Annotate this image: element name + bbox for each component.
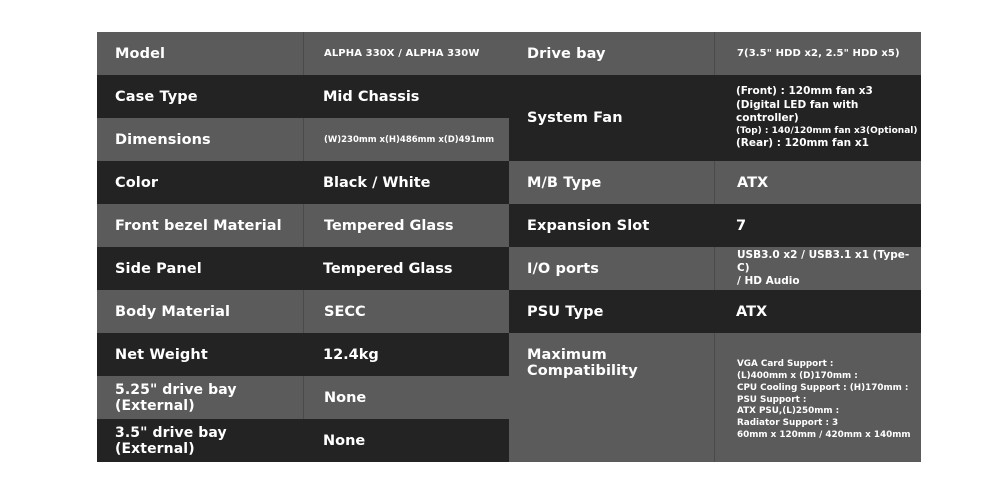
spec-value [714, 333, 921, 462]
spec-label: Net Weight [115, 346, 208, 363]
spec-label: Color [115, 174, 159, 191]
spec-value: ALPHA 330X / ALPHA 330W [303, 32, 509, 75]
spec-row-max-compat [509, 333, 921, 462]
spec-label: Drive bay [527, 45, 606, 62]
spec-table [97, 32, 921, 462]
spec-value-line: (Front) : 120mm fan x3 [736, 84, 873, 97]
spec-row-mb-type [509, 161, 921, 204]
spec-row-system-fan [509, 75, 921, 161]
spec-label: Side Panel [115, 260, 202, 277]
spec-value-line: PSU Support : [737, 394, 807, 405]
spec-value-line: (Digital LED fan with controller) [736, 98, 859, 125]
spec-value: ATX [736, 303, 768, 320]
spec-value-line: 60mm x 120mm / 420mm x 140mm [737, 430, 911, 441]
spec-label: Body Material [115, 303, 231, 320]
spec-value: Mid Chassis [323, 88, 420, 105]
spec-label: Model [115, 45, 166, 62]
spec-value-line: ATX PSU,(L)250mm : [737, 406, 840, 417]
spec-value-line: VGA Card Support : [737, 358, 834, 369]
spec-column-left [97, 32, 509, 462]
spec-row-525-bay [97, 376, 509, 419]
spec-label: 5.25" drive bay (External) [115, 381, 237, 414]
spec-label: Expansion Slot [527, 217, 650, 234]
spec-value-line: CPU Cooling Support : (H)170mm : [737, 382, 909, 393]
spec-row-side-panel [97, 247, 509, 290]
spec-value: 7 [736, 217, 747, 234]
spec-label: System Fan [527, 110, 623, 126]
spec-value [714, 75, 921, 161]
spec-value: (W)230mm x(H)486mm x(D)491mm [303, 118, 509, 161]
spec-value: SECC [303, 290, 509, 333]
spec-value-line: / HD Audio [737, 275, 800, 288]
spec-row-psu-type [509, 290, 921, 333]
spec-value-line: (Top) : 140/120mm fan x3(Optional) [736, 125, 918, 136]
spec-row-io-ports [509, 247, 921, 290]
spec-label: Dimensions [115, 131, 211, 148]
spec-label: 3.5" drive bay (External) [115, 424, 227, 457]
spec-value: None [303, 376, 509, 419]
spec-value: 7(3.5" HDD x2, 2.5" HDD x5) [714, 32, 921, 75]
spec-value-line: (Rear) : 120mm fan x1 [736, 137, 869, 150]
spec-value: ATX [714, 161, 921, 204]
spec-value: None [323, 432, 366, 449]
spec-label: Maximum Compatibility [527, 347, 638, 379]
spec-row-case-type [97, 75, 509, 118]
spec-value: 12.4kg [323, 346, 379, 363]
spec-value: Black / White [323, 174, 431, 191]
spec-row-dimensions [97, 118, 509, 161]
spec-row-35-bay [97, 419, 509, 462]
spec-value [714, 247, 921, 290]
spec-row-net-weight [97, 333, 509, 376]
spec-column-right [509, 32, 921, 462]
spec-row-body-material [97, 290, 509, 333]
spec-label: M/B Type [527, 174, 602, 191]
spec-label: I/O ports [527, 260, 600, 277]
spec-label: Front bezel Material [115, 217, 282, 234]
spec-row-expansion-slot [509, 204, 921, 247]
spec-row-color [97, 161, 509, 204]
spec-label: PSU Type [527, 303, 604, 320]
spec-value: Tempered Glass [303, 204, 509, 247]
spec-row-front-bezel [97, 204, 509, 247]
spec-row-model [97, 32, 509, 75]
spec-value-line: (L)400mm x (D)170mm : [737, 370, 858, 381]
spec-value-line: USB3.0 x2 / USB3.1 x1 (Type-C) [737, 248, 910, 274]
spec-row-drive-bay [509, 32, 921, 75]
spec-label: Case Type [115, 88, 198, 105]
spec-value: Tempered Glass [323, 260, 453, 277]
spec-value-line: Radiator Support : 3 [737, 418, 839, 429]
